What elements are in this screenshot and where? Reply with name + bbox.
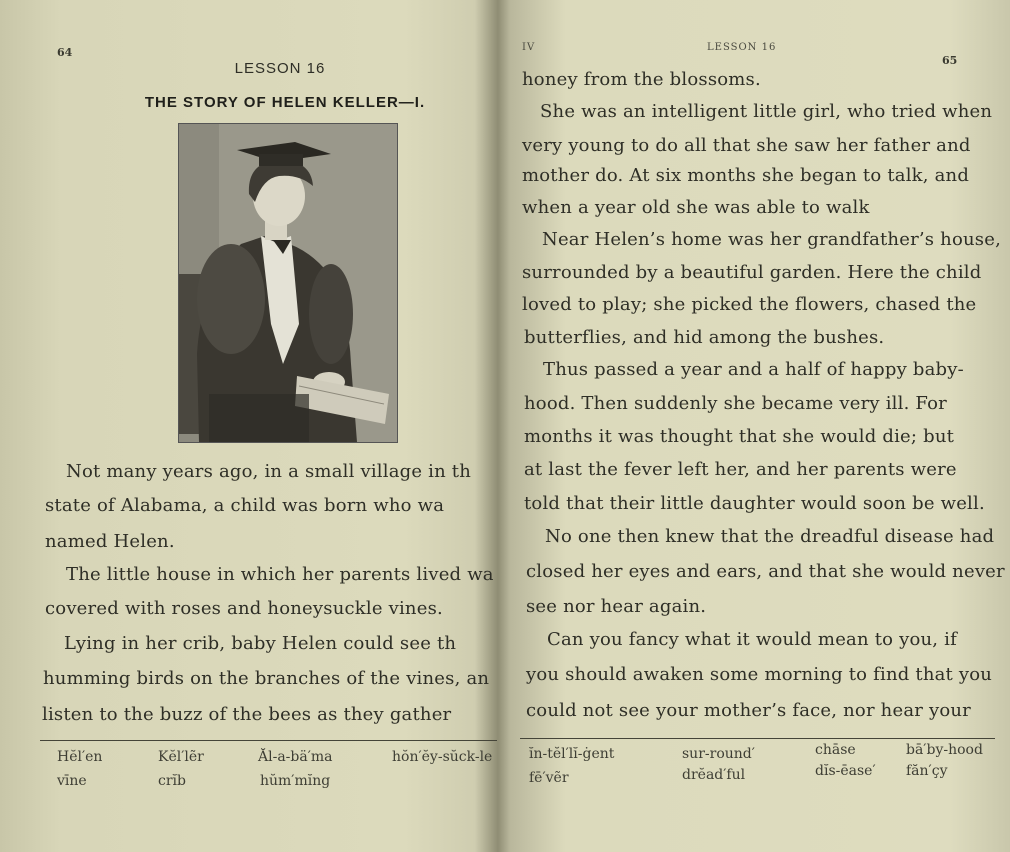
glossary-word: chāse bbox=[815, 742, 856, 758]
text-line: named Helen. bbox=[45, 531, 175, 552]
text-line: see nor hear again. bbox=[526, 596, 707, 617]
glossary-word: Ăl-a-bä′ma bbox=[258, 749, 333, 765]
glossary-divider bbox=[40, 740, 497, 741]
text-line: told that their little daughter would soon be well. bbox=[524, 493, 985, 514]
glossary-word: Hĕl′en bbox=[57, 749, 103, 765]
text-line: listen to the buzz of the bees as they gather bbox=[42, 704, 452, 725]
lesson-heading: LESSON 16 bbox=[234, 60, 326, 77]
text-line: hood. Then suddenly she became very ill. For bbox=[524, 393, 947, 414]
text-line: butterflies, and hid among the bushes. bbox=[524, 327, 885, 348]
text-line: covered with roses and honeysuckle vines. bbox=[45, 598, 443, 619]
text-line: closed her eyes and ears, and that she would never bbox=[526, 561, 1005, 582]
text-line: mother do. At six months she began to talk, and bbox=[522, 165, 970, 186]
section-marker: IV bbox=[522, 42, 536, 53]
page-number: 64 bbox=[57, 46, 73, 59]
glossary-word: fē′vẽr bbox=[529, 770, 569, 786]
glossary-word: hŭm′mĭng bbox=[260, 773, 331, 789]
glossary-word: vīne bbox=[57, 773, 87, 789]
text-line: No one then knew that the dreadful disease had bbox=[545, 526, 995, 547]
glossary-word: sur-round′ bbox=[682, 746, 755, 762]
story-title: THE STORY OF HELEN KELLER—I. bbox=[144, 94, 426, 111]
text-line: Lying in her crib, baby Helen could see th bbox=[64, 633, 457, 654]
glossary-word: dĭs-ēase′ bbox=[815, 763, 876, 779]
text-line: honey from the blossoms. bbox=[522, 69, 761, 90]
text-line: The little house in which her parents lived wa bbox=[66, 564, 494, 585]
text-line: months it was thought that she would die; but bbox=[524, 426, 955, 447]
text-line: state of Alabama, a child was born who wa bbox=[45, 495, 445, 516]
text-line: Can you fancy what it would mean to you, if bbox=[547, 629, 957, 650]
text-line: very young to do all that she saw her father and bbox=[522, 135, 971, 156]
text-line: Thus passed a year and a half of happy baby- bbox=[543, 359, 964, 380]
text-line: humming birds on the branches of the vines, an bbox=[43, 668, 490, 689]
text-line: you should awaken some morning to find that you bbox=[526, 664, 993, 685]
right-page bbox=[505, 0, 1010, 852]
text-line: Not many years ago, in a small village in th bbox=[66, 461, 472, 482]
text-line: loved to play; she picked the flowers, chased the bbox=[522, 294, 977, 315]
glossary-divider bbox=[520, 738, 995, 739]
text-line: at last the fever left her, and her parents were bbox=[524, 459, 957, 480]
glossary-word: crĭb bbox=[158, 773, 186, 789]
glossary-word: Kĕl′lẽr bbox=[158, 749, 204, 765]
glossary-word: hŏn′ĕy-sŭck-le bbox=[392, 749, 493, 765]
left-page bbox=[0, 0, 497, 852]
text-line: Near Helen’s home was her grandfather’s house, bbox=[542, 229, 1001, 250]
glossary-word: făn′çy bbox=[906, 763, 948, 779]
text-line: could not see your mother’s face, nor hear your bbox=[526, 700, 971, 721]
helen-keller-portrait-image bbox=[179, 124, 397, 442]
glossary-word: drĕad′ful bbox=[682, 767, 746, 783]
text-line: She was an intelligent little girl, who tried when bbox=[540, 101, 993, 122]
text-line: surrounded by a beautiful garden. Here the child bbox=[522, 262, 982, 283]
glossary-word: bā′by-hood bbox=[906, 742, 983, 758]
running-header: LESSON 16 bbox=[707, 42, 777, 53]
text-line: when a year old she was able to walk bbox=[522, 197, 870, 218]
glossary-word: ĭn-tĕl′lĭ-ġent bbox=[529, 746, 615, 762]
portrait-photo bbox=[178, 123, 398, 443]
page-number: 65 bbox=[942, 54, 958, 67]
